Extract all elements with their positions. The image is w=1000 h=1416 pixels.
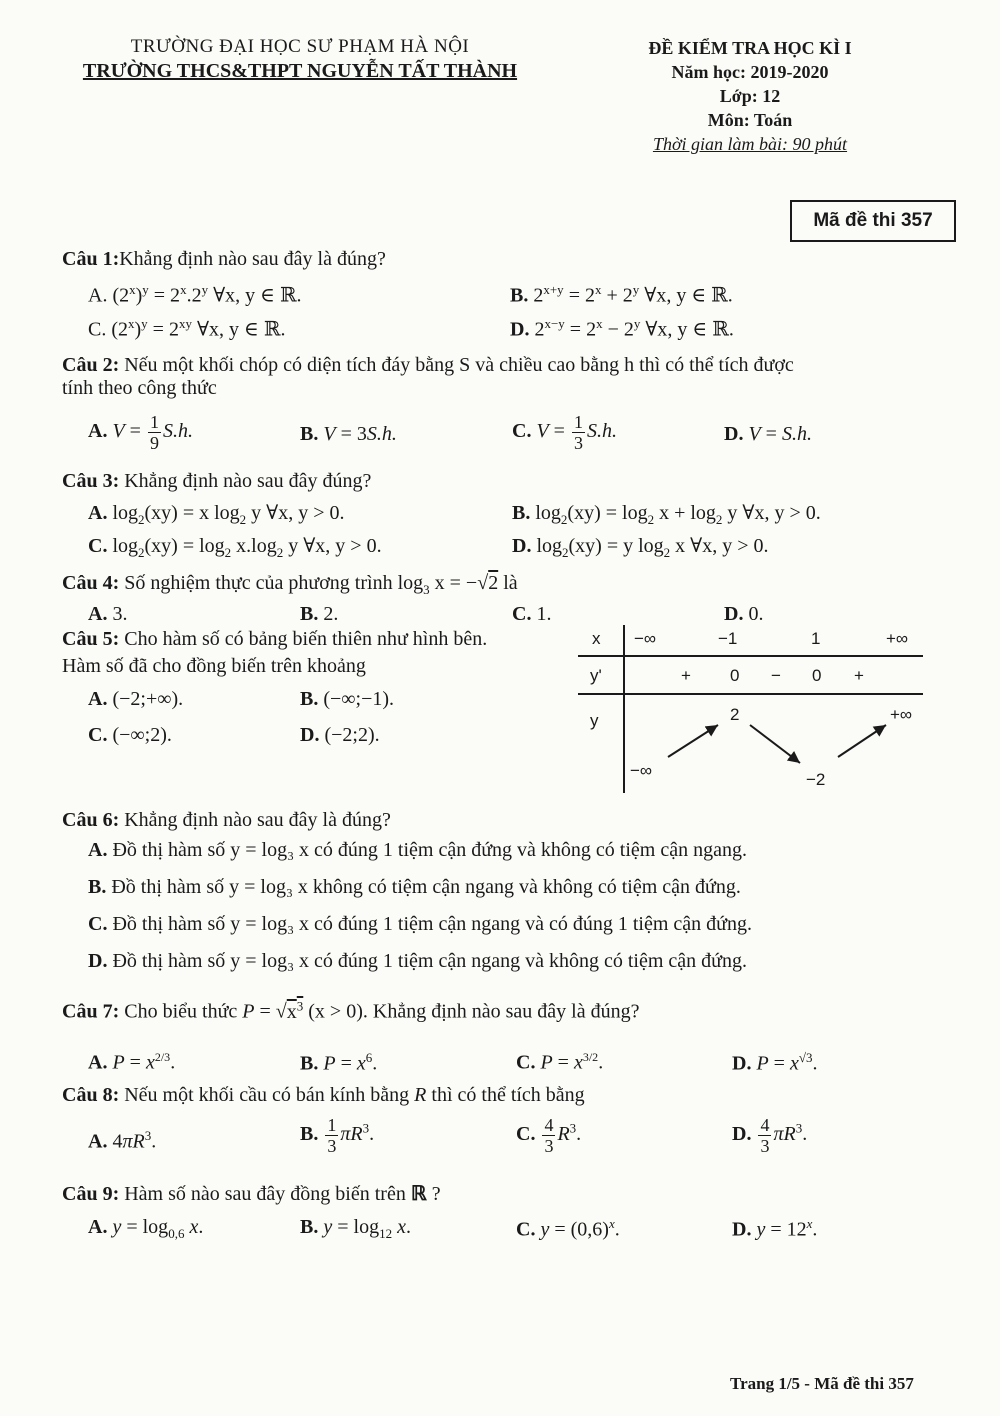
q6-option-c: C. Đồ thị hàm số y = log₃ x có đúng 1 tiệm cận ngang và có đúng 1 tiệm cận đứng. [88,913,752,935]
y-max-value: 2 [730,705,740,724]
exam-title: ĐỀ KIỂM TRA HỌC KÌ I [648,38,852,58]
question-text: Nếu một khối chóp có diện tích đáy bằng S và chiều cao bằng h thì có thể tích được [119,354,794,376]
q9-option-c: C. $y = (0,6)^x$. [516,1216,620,1241]
q7-option-b: B. $P = x^6$. [300,1050,378,1075]
x-value: +∞ [886,629,909,648]
yprime-sign: 0 [730,666,740,685]
grade: Lớp: 12 [719,86,781,106]
question-label: Câu 4: [62,572,120,594]
question-5 [62,628,562,681]
q5-option-d: D. (−2;2). [300,724,380,746]
q4-option-b: B. 2. [300,603,339,625]
q9-option-a: A. $y = \log_{0,6} x$. [88,1216,204,1241]
university-name: TRƯỜNG ĐẠI HỌC SƯ PHẠM HÀ NỘI [130,36,470,57]
q7-option-d: D. $P = x^{√3}$. [732,1050,818,1075]
question-text: Hàm số nào sau đây đồng biến trên [119,1183,411,1205]
q2-option-d: D. V = S.h. [724,423,812,445]
subject: Môn: Toán [707,110,793,130]
question-label: Câu 9: [62,1183,120,1205]
q2-option-c: C. V = $\frac{1}{3}$ S.h. [512,412,617,453]
duration: Thời gian làm bài: 90 phút [652,134,848,154]
q5-option-a: A. (−2;+∞). [88,688,184,710]
q8-option-b: B. $\frac{1}{3}$ $\pi R^3$. [300,1115,375,1156]
question-4: Câu 4: Số nghiệm thực của phương trình $\log_3 x = -√2$ là [62,572,518,597]
q3-option-d: D. $\log_2(xy) = y$ $\log_2 x$ ∀x, y > 0. [512,535,769,560]
q6-option-d: D. Đồ thị hàm số y = log₃ x có đúng 1 tiệm cận ngang và không có tiệm cận đứng. [88,950,747,972]
q4-option-c: C. 1. [512,603,552,625]
question-text: Cho hàm số có bảng biến thiên như hình bên. [119,628,488,650]
question-text: Khẳng định nào sau đây đúng? [119,470,372,492]
x-value: −1 [718,629,738,648]
question-label: Câu 8: [62,1084,120,1106]
question-6 [62,809,391,832]
variation-arrows [578,625,923,795]
question-7: Câu 7: Cho biểu thức $P = √x^3$ (x > 0). Khẳng định nào sau đây là đúng? [62,998,640,1023]
exam-info [600,36,900,156]
school-year: Năm học: 2019-2020 [671,62,829,82]
page-footer: Trang 1/5 - Mã đề thi 357 [730,1374,914,1393]
y-min-value: −2 [806,770,826,789]
yprime-sign: − [771,666,781,685]
increasing-arrow [838,725,886,757]
question-text-end: là [498,572,518,594]
x-label: x [592,629,601,648]
school-header [80,36,520,83]
q7-option-a: A. $P = x^{2/3}$. [88,1050,176,1074]
question-9: Câu 9: Hàm số nào sau đây đồng biến trên ℝ ? [62,1183,441,1205]
question-text: Nếu một khối cầu có bán kính bằng [119,1084,415,1106]
q1-option-a: A. $(2^x)^y = 2^x.2^y$ ∀x, y ∈ ℝ. [88,282,302,307]
q4-option-d: D. 0. [724,603,764,625]
question-1 [62,248,386,271]
q1-option-d: D. $2^{x-y} = 2^x - 2^y$ ∀x, y ∈ ℝ. [510,316,734,341]
exam-code-box: Mã đề thi 357 [790,200,956,242]
decreasing-arrow [750,725,800,763]
yprime-sign: + [854,666,864,685]
q9-option-d: D. $y = 12^x$. [732,1216,818,1241]
increasing-arrow [668,725,718,757]
q6-option-a: A. Đồ thị hàm số y = log₃ x có đúng 1 tiệm cận đứng và không có tiệm cận ngang. [88,839,747,861]
q2-option-a: A. V = $\frac{1}{9}$ S.h. [88,412,193,453]
q9-option-b: B. $y = \log_{12} x$. [300,1216,411,1241]
q4-option-a: A. 3. [88,603,128,625]
q3-option-a: A. $\log_2(xy) = x$ $\log_2 y$ ∀x, y > 0. [88,502,345,527]
school-name: TRƯỜNG THCS&THPT NGUYỄN TẤT THÀNH [82,60,518,82]
q5-option-c: C. (−∞;2). [88,724,172,746]
q8-option-c: C. $\frac{4}{3}$ $R^3$. [516,1115,582,1156]
y-label: y [590,711,599,730]
y-start-value: −∞ [630,761,653,780]
question-text-cont: Hàm số đã cho đồng biến trên khoảng [62,655,366,677]
yprime-label: y' [590,666,602,685]
q6-option-b: B. Đồ thị hàm số y = log₃ x không có tiệm cận ngang và không có tiệm cận đứng. [88,876,741,898]
q1-option-b: B. $2^{x+y} = 2^x + 2^y$ ∀x, y ∈ ℝ. [510,282,733,307]
question-text: Cho biểu thức [119,1000,243,1023]
yprime-sign: + [681,666,691,685]
question-label: Câu 5: [62,628,120,650]
q7-option-c: C. $P = x^{3/2}$. [516,1050,604,1074]
question-label: Câu 3: [62,470,120,492]
question-text: Số nghiệm thực của phương trình [119,572,398,594]
x-value: −∞ [634,629,657,648]
q5-option-b: B. (−∞;−1). [300,688,395,710]
question-2 [62,354,932,400]
question-text-cont: tính theo công thức [62,377,217,399]
x-value: 1 [811,629,821,648]
question-8: Câu 8: Nếu một khối cầu có bán kính bằng R thì có thể tích bằng [62,1084,585,1106]
question-label: Câu 2: [62,354,120,376]
q8-option-a: A. $4\pi R^3$. [88,1128,157,1153]
variation-table [578,625,923,795]
yprime-sign: 0 [812,666,822,685]
question-text: Khẳng định nào sau đây là đúng? [119,248,386,270]
q2-option-b: B. V = 3S.h. [300,423,397,445]
q1-option-c: C. $(2^x)^y = 2^{xy}$ ∀x, y ∈ ℝ. [88,316,286,341]
q3-option-c: C. $\log_2(xy) = \log_2 x.\log_2$ y ∀x, y > 0. [88,535,382,560]
question-text: Khẳng định nào sau đây là đúng? [119,809,391,831]
q8-option-d: D. $\frac{4}{3}$ $\pi R^3$. [732,1115,808,1156]
question-label: Câu 7: [62,1000,120,1023]
y-end-value: +∞ [890,705,913,724]
question-text-end: thì có thể tích bằng [426,1084,585,1106]
question-label: Câu 6: [62,809,120,831]
q3-option-b: B. $\log_2(xy) = \log_2 x + \log_2 y$ ∀x, y > 0. [512,502,821,527]
question-3 [62,470,371,493]
question-label: Câu 1: [62,248,120,270]
question-text-end: . Khẳng định nào sau đây là đúng? [362,1000,640,1023]
question-text-end: ? [426,1183,441,1205]
